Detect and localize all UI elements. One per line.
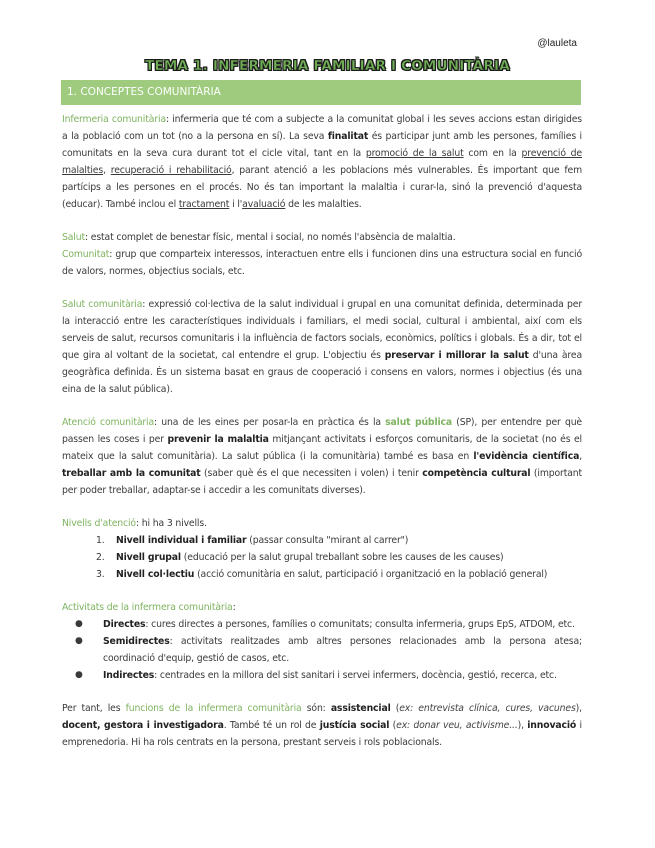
text: : cures directes a persones, famílies o comunitats; consulta infermeria, grups EpS, ATDOM, etc. <box>145 619 575 630</box>
text: ( <box>390 703 400 714</box>
text: (passar consulta "mirant al carrer") <box>246 535 409 546</box>
text: : <box>232 602 236 613</box>
text: són: <box>301 703 331 714</box>
text: , <box>579 451 583 462</box>
list-item <box>62 566 582 583</box>
underlined-text: avaluació <box>242 199 286 210</box>
activitats-list <box>62 616 582 684</box>
italic-text: ex: donar veu, activisme... <box>396 720 518 731</box>
term-activitats: Activitats de la infermera comunitària <box>62 602 233 613</box>
text: : grup que comparteix interessos, interactuen entre ells i funcionen dins una estructura social en funció de valors, normes, objectius socials, etc. <box>62 249 582 277</box>
term-salut-publica: salut pública <box>385 417 452 428</box>
bullet-icon: ● <box>75 636 83 646</box>
term-salut-comunitaria: Salut comunitària <box>62 299 143 310</box>
text: ( <box>389 720 397 731</box>
underlined-text: tractament <box>178 199 230 210</box>
bold-text: finalitat <box>327 131 369 142</box>
underlined-text: prevenció de malalties <box>62 148 582 176</box>
bold-text: justícia social <box>319 720 390 731</box>
text: d'una àrea geogràfica definida. És un sistema basat en graus de cooperació i consens en valors, normes i objectius (és una eina de la salut pública). <box>62 350 582 395</box>
term-comunitat: Comunitat <box>62 249 110 260</box>
text: : activitats realitzades amb altres persones relacionades amb la persona atesa; coordinació d'equip, gestió de casos, etc. <box>103 636 582 664</box>
text: . També té un rol de <box>223 720 320 731</box>
bold-text: l'evidència científica <box>473 451 580 462</box>
text: (saber què és el que necessiten i volen) i tenir <box>200 468 423 479</box>
text: : infermeria que té com a subjecte a la comunitat global i les seves accions estan dirigides a la població com un tot (no a la persona en sí). La seva <box>62 114 582 142</box>
bullet-icon: ● <box>75 619 83 629</box>
paragraph-nivells <box>62 515 582 532</box>
bold-text: Nivell col·lectiu <box>116 569 195 580</box>
term-salut: Salut <box>62 232 85 243</box>
section-heading: 1. CONCEPTES COMUNITÀRIA <box>61 80 581 105</box>
term-funcions: funcions de la infermera comunitària <box>125 703 302 714</box>
paragraph-infermeria-comunitaria <box>62 111 582 213</box>
text: Per tant, les <box>62 703 126 714</box>
underlined-text: promoció de la salut <box>365 148 464 159</box>
underlined-text: recuperació i rehabilitació <box>110 165 232 176</box>
text: és participar junt amb les persones, famílies i comunitats en la seva cura durant tot el cicle vital, tant en la <box>62 131 582 159</box>
list-number: 2. <box>96 552 105 563</box>
text: (important per poder treballar, adaptar-se i accedir a les comunitats diverses). <box>62 468 582 496</box>
bold-text: preservar i millorar la salut <box>384 350 529 361</box>
text: , parant atenció a les poblacions més vulnerables. És important que fem partícips a les persones en el procés. No és tan important la malaltia i curar-la, sinó la prevenció d'aquesta (educar). També inclou el <box>62 165 582 210</box>
bold-text: Semidirectes <box>103 636 170 647</box>
list-item <box>62 549 582 566</box>
text: (acció comunitària en salut, participació i organització en la població general) <box>194 569 548 580</box>
text: (SP), per entendre per què passen les coses i per <box>62 417 583 445</box>
text: com en la <box>463 148 522 159</box>
text: : hi ha 3 nivells. <box>135 518 207 529</box>
list-item <box>62 616 582 633</box>
term-nivells-atencio: Nivells d'atenció <box>62 518 136 529</box>
list-item <box>62 532 582 549</box>
author-handle: @lauleta <box>537 38 577 49</box>
text: : expressió col·lectiva de la salut individual i grupal en una comunitat definida, determinada per la interacció entre les característiques individuals i familiars, el medi social, cultural i ambiental, així com els serveis de salut, recursos comunitaris i la influència de factors socials, econòmics, polítics i globals. És a dir, tot el que gira al voltant de la societat, cal entendre el grup. L'objectiu és <box>62 299 583 361</box>
bold-text: assistencial <box>330 703 391 714</box>
list-number: 3. <box>96 569 105 580</box>
paragraph-funcions <box>62 700 582 751</box>
content-body <box>62 111 582 751</box>
paragraph-salut-comunitaria <box>62 296 582 398</box>
list-item <box>62 633 582 667</box>
term-atencio-comunitaria: Atenció comunitària <box>62 417 155 428</box>
text: ), <box>517 720 528 731</box>
text: : estat complet de benestar físic, mental i social, no només l'absència de malaltia. <box>84 232 456 243</box>
text: ), <box>575 703 582 714</box>
bullet-icon: ● <box>75 670 83 680</box>
bold-text: Nivell grupal <box>116 552 181 563</box>
text: : centrades en la millora del sist sanitari i servei infermers, docència, gestió, recerca, etc. <box>154 670 557 681</box>
bold-text: treballar amb la comunitat <box>62 468 201 479</box>
bold-text: innovació <box>527 720 577 731</box>
text: de les malalties. <box>285 199 362 210</box>
nivells-list <box>62 532 582 583</box>
paragraph-activitats <box>62 599 582 616</box>
italic-text: ex: entrevista clínica, cures, vacunes <box>399 703 576 714</box>
list-number: 1. <box>96 535 105 546</box>
page-title: TEMA 1. INFERMERIA FAMILIAR I COMUNITÀRIA <box>145 58 510 74</box>
text: (educació per la salut grupal treballant sobre les causes de les causes) <box>180 552 504 563</box>
text: : una de les eines per posar-la en pràctica és la <box>154 417 386 428</box>
list-item <box>62 667 582 684</box>
bold-text: Directes <box>103 619 146 630</box>
paragraph-salut <box>62 229 582 246</box>
paragraph-atencio-comunitaria <box>62 414 582 499</box>
paragraph-comunitat <box>62 246 582 280</box>
bold-text: docent, gestora i investigadora <box>62 720 224 731</box>
bold-text: competència cultural <box>422 468 531 479</box>
text: , <box>103 165 111 176</box>
bold-text: prevenir la malaltia <box>167 434 269 445</box>
bold-text: Indirectes <box>103 670 155 681</box>
text: i emprenedoria. Hi ha rols centrats en la persona, prestant serveis i rols poblacionals. <box>62 720 582 748</box>
term-infermeria-comunitaria: Infermeria comunitària <box>62 114 166 125</box>
text: mitjançant activitats i esforços comunitaris, de la societat (no és el mateix que la salut comunitària). La salut pública (i la comunitària) també es basa en <box>62 434 582 462</box>
text: i l' <box>229 199 243 210</box>
bold-text: Nivell individual i familiar <box>116 535 247 546</box>
